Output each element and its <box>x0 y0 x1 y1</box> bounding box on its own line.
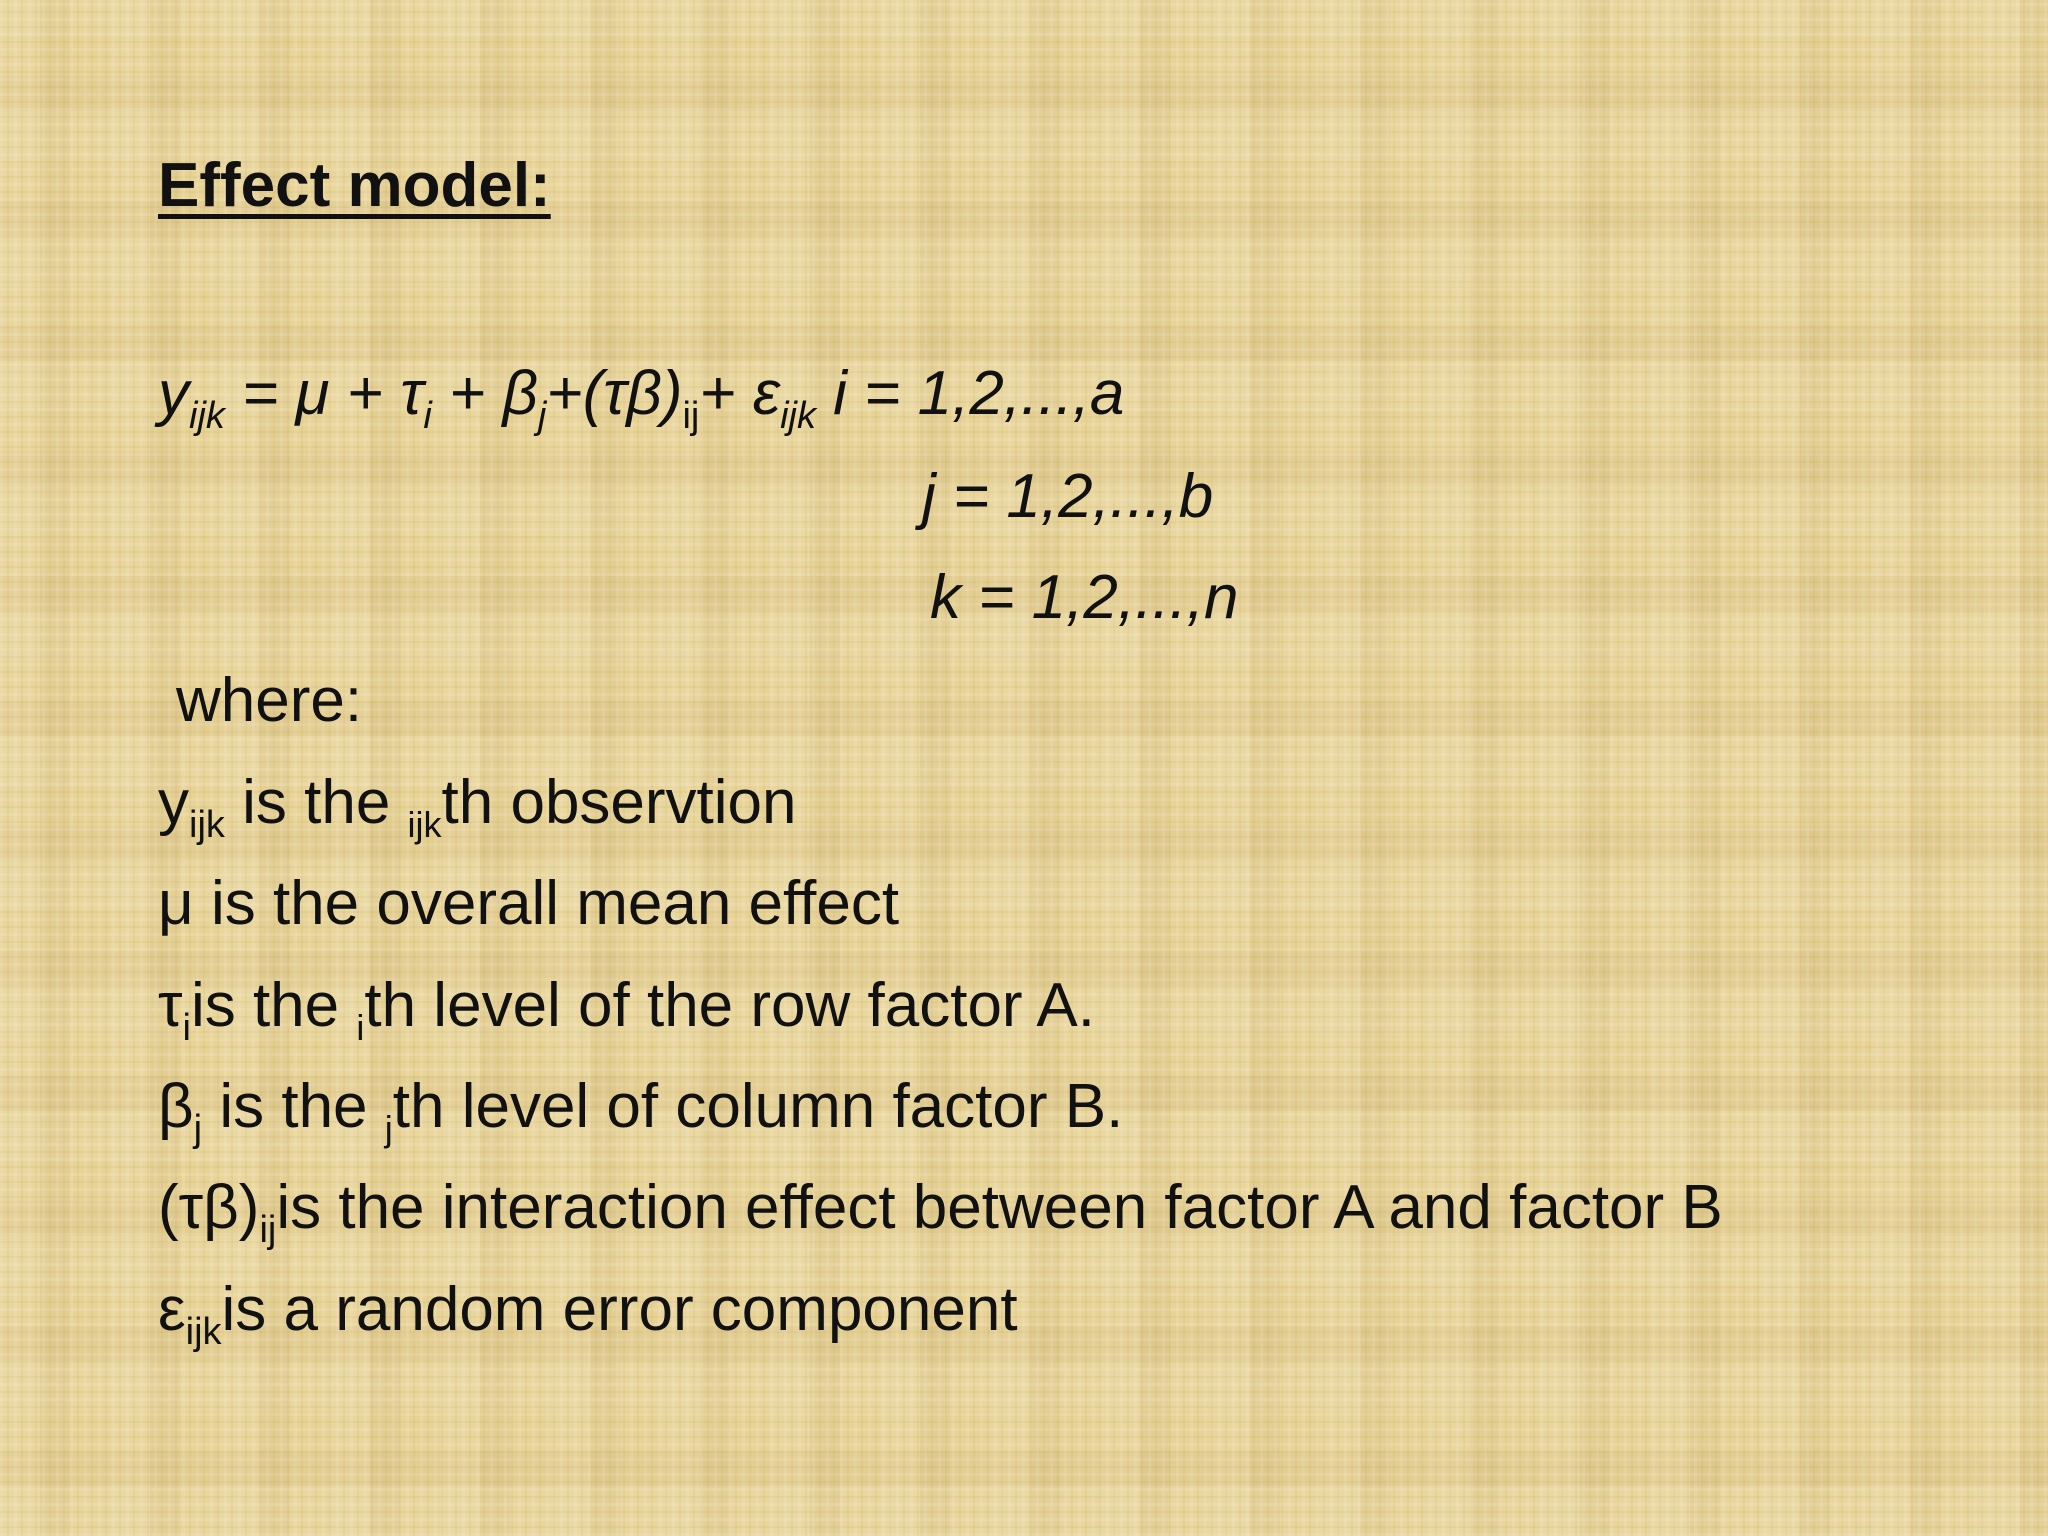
def-y-symbol-subscript: ijk <box>189 804 225 846</box>
def-beta-text: is the <box>202 1072 385 1141</box>
definition-epsilon <box>158 1275 1018 1353</box>
def-tau-text: is the <box>190 971 357 1040</box>
def-interaction-symbol-subscript: ij <box>259 1209 277 1251</box>
def-beta-symbol-subscript: j <box>193 1108 203 1150</box>
def-tau-inline-subscript: i <box>356 1007 365 1048</box>
eq-beta: + β <box>431 359 538 428</box>
eq-beta-subscript: j <box>537 395 547 437</box>
def-beta-symbol: β <box>158 1072 194 1141</box>
def-beta-inline-subscript: j <box>384 1108 393 1149</box>
eq-y-subscript: ijk <box>189 395 225 437</box>
def-epsilon-symbol: ε <box>158 1275 186 1344</box>
definition-mu: μ is the overall mean effect <box>158 869 900 938</box>
def-beta-text-end: th level of column factor B. <box>392 1072 1124 1141</box>
eq-tau: τ <box>400 359 424 428</box>
definition-y <box>158 768 797 846</box>
where-label: where: <box>176 666 363 735</box>
eq-epsilon-subscript: ijk <box>780 395 816 437</box>
def-interaction-symbol: (τβ) <box>158 1173 260 1242</box>
def-y-inline-subscript: ijk <box>407 804 442 845</box>
def-y-text: is the <box>224 768 408 837</box>
eq-range-k: k = 1,2,...,n <box>930 563 1239 632</box>
eq-mu: = μ + <box>224 359 401 428</box>
eq-range-i: i = 1,2,...,a <box>815 359 1125 428</box>
def-y-symbol: y <box>158 768 189 837</box>
eq-range-j: j = 1,2,...,b <box>922 462 1214 531</box>
slide-title: Effect model: <box>158 151 551 220</box>
model-equation <box>158 359 1125 437</box>
eq-interaction-subscript: ij <box>682 395 700 437</box>
eq-epsilon: + ε <box>699 359 781 428</box>
def-tau-symbol: τ <box>158 971 183 1040</box>
eq-y: y <box>158 359 189 428</box>
def-tau-symbol-subscript: i <box>182 1007 191 1049</box>
definition-tau <box>158 971 1095 1049</box>
def-interaction-text: is the interaction effect between factor A and factor B <box>276 1173 1723 1242</box>
eq-interaction: +(τβ) <box>546 359 683 428</box>
eq-tau-subscript: i <box>423 395 432 437</box>
def-epsilon-symbol-subscript: ijk <box>185 1311 222 1353</box>
def-tau-text-end: th level of the row factor A. <box>364 971 1095 1040</box>
definition-interaction <box>158 1173 1723 1251</box>
definition-beta <box>158 1072 1124 1150</box>
def-y-text-end: th observtion <box>441 768 797 837</box>
def-epsilon-text: is a random error component <box>221 1275 1018 1344</box>
